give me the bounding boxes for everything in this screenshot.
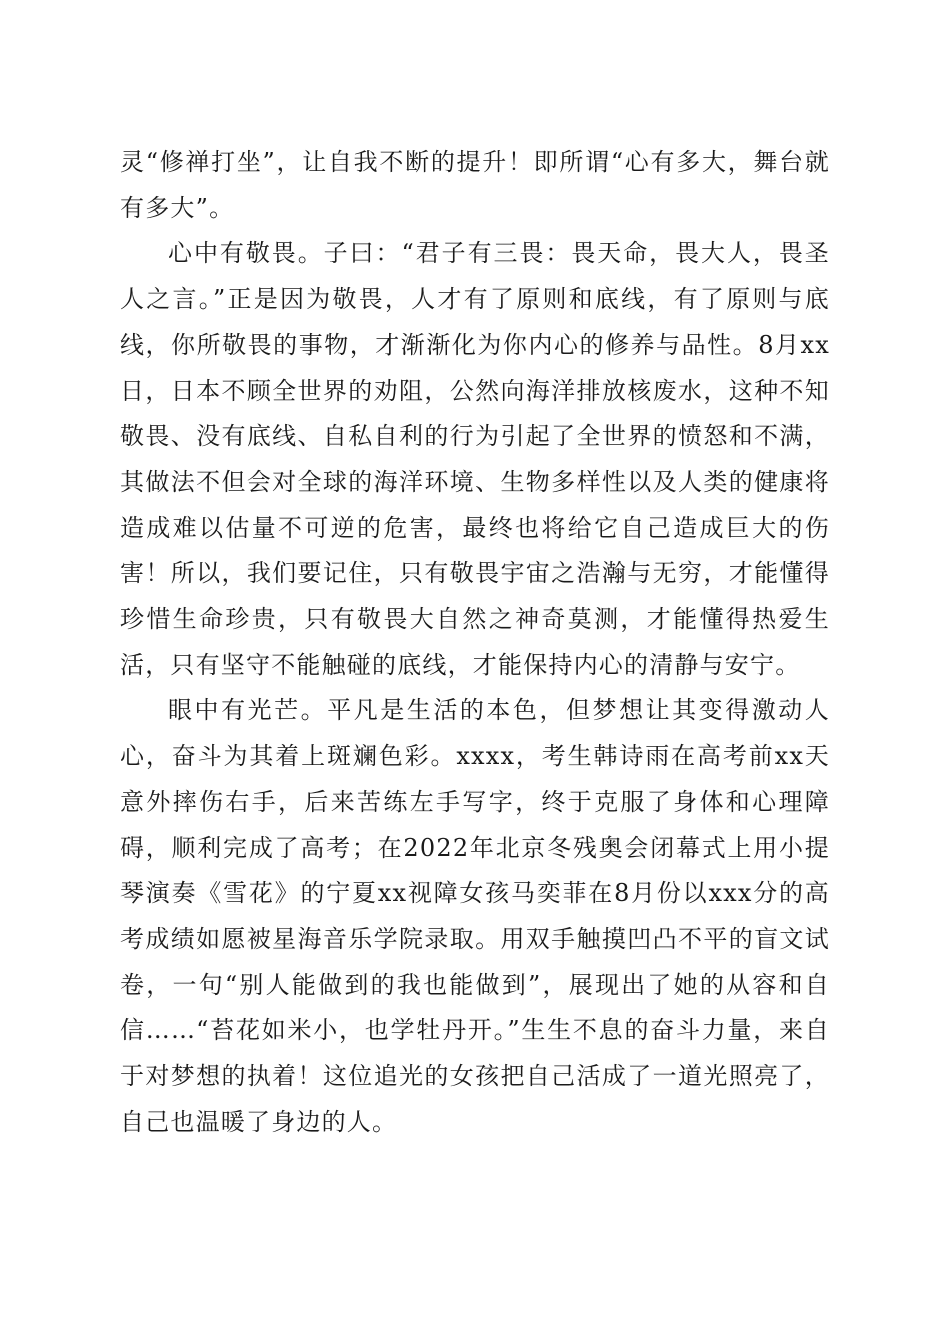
document-body xyxy=(120,140,830,1145)
paragraph-continuation: 灵“修禅打坐”，让自我不断的提升！即所谓“心有多大，舞台就有多大”。 xyxy=(120,148,830,222)
paragraph-reverence: 心中有敬畏。子曰：“君子有三畏：畏天命，畏大人，畏圣人之言。”正是因为敬畏，人才有了原则和底线，有了原则与底线，你所敬畏的事物，才渐渐化为你内心的修养与品性。8月xx日，日本不顾全世界的劝阻，公然向海洋排放核废水，这种不知敬畏、没有底线、自私自利的行为引起了全世界的愤怒和不满，其做法不但会对全球的海洋环境、生物多样性以及人类的健康将造成难以估量不可逆的危害，最终也将给它自己造成巨大的伤害！所以，我们要记住，只有敬畏宇宙之浩瀚与无穷，才能懂得珍惜生命珍贵，只有敬畏大自然之神奇莫测，才能懂得热爱生活，只有坚守不能触碰的底线，才能保持内心的清静与安宁。 xyxy=(120,239,830,679)
paragraph-light-in-eyes: 眼中有光芒。平凡是生活的本色，但梦想让其变得激动人心，奋斗为其着上斑斓色彩。xxxx，考生韩诗雨在高考前xx天意外摔伤右手，后来苦练左手写字，终于克服了身体和心理障碍，顺利完成了高考；在2022年北京冬残奥会闭幕式上用小提琴演奏《雪花》的宁夏xx视障女孩马奕菲在8月份以xxx分的高考成绩如愿被星海音乐学院录取。用双手触摸凹凸不平的盲文试卷，一句“别人能做到的我也能做到”，展现出了她的从容和自信……“苔花如米小，也学牡丹开。”生生不息的奋斗力量，来自于对梦想的执着！这位追光的女孩把自己活成了一道光照亮了，自己也温暖了身边的人。 xyxy=(120,696,830,1136)
